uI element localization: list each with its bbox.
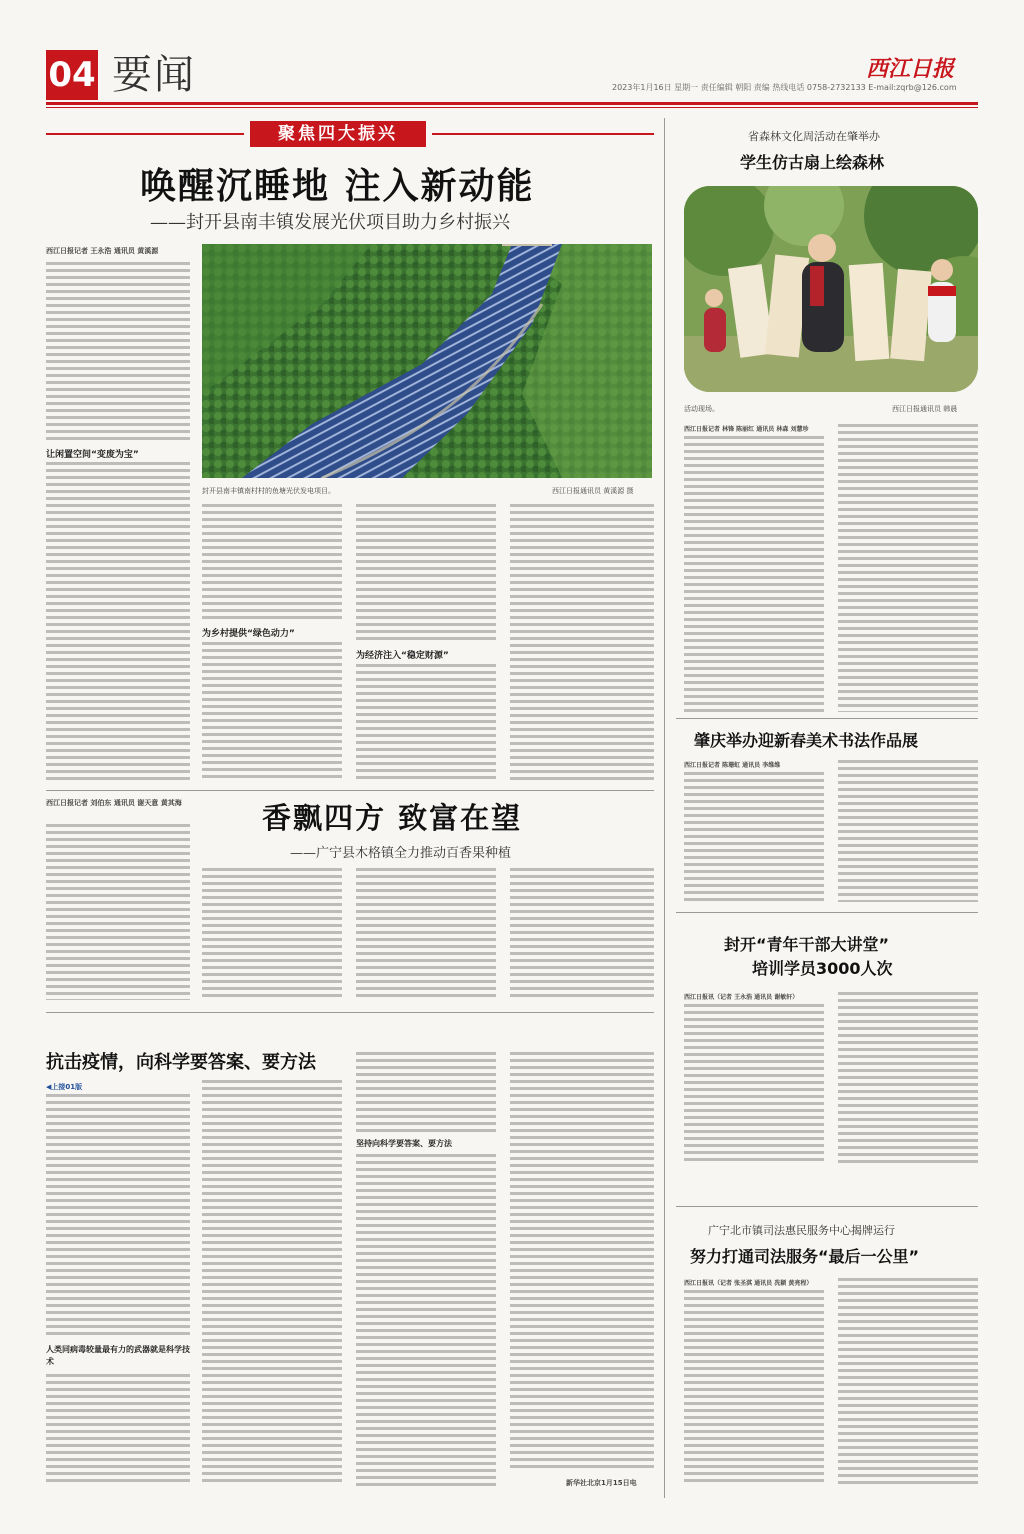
right-bottom-byline: 西江日报讯（记者 张圣淇 通讯员 冼颖 黄亮程）: [684, 1280, 813, 1287]
section-banner: 聚焦四大振兴: [250, 121, 426, 147]
banner-rule-right: [432, 133, 654, 135]
second-byline: 西江日报记者 刘伯东 通讯员 谢天意 黄其海: [46, 799, 182, 807]
right-bottom-kicker: 广宁北市镇司法惠民服务中心揭牌运行: [708, 1224, 895, 1237]
solar-farm-illustration: [202, 244, 652, 478]
column-divider: [664, 118, 665, 1498]
students-painting-illustration: [684, 186, 978, 392]
right-mid-body-col2: [838, 760, 978, 902]
bottom-dateline: ◀上接01版: [46, 1083, 83, 1091]
lead-photo-credit: 西江日报通讯员 黄溪源 摄: [552, 487, 634, 495]
lead-body-col2b: [202, 642, 342, 782]
lead-body-col1a: [46, 262, 190, 442]
right-lower-headline-2: 培训学员3000人次: [752, 959, 893, 978]
lead-subhead-2: 为乡村提供“绿色动力”: [202, 629, 295, 639]
bottom-body-col1a: [46, 1094, 190, 1338]
lead-byline: 西江日报记者 王永浩 通讯员 黄溪源: [46, 247, 159, 255]
story-divider-1: [46, 790, 654, 791]
story-divider-2: [46, 1012, 654, 1013]
lead-body-col2a: [202, 504, 342, 622]
right-mid-body-col1: [684, 772, 824, 902]
bottom-headline: 抗击疫情，向科学要答案、要方法: [46, 1052, 316, 1073]
lead-body-col3a: [356, 504, 496, 644]
bottom-subhead-1: 人类同病毒较量最有力的武器就是科学技术: [46, 1345, 190, 1366]
right-top-credit: 西江日报通讯员 韩晨: [892, 405, 958, 413]
right-lower-body-col2: [838, 992, 978, 1164]
right-top-body-col1: [684, 436, 824, 712]
right-mid-byline: 西江日报记者 陈珊虹 通讯员 李维维: [684, 762, 781, 769]
section-title: 要闻: [112, 52, 196, 98]
second-body-col4: [510, 868, 654, 1000]
right-lower-body-col1: [684, 1004, 824, 1164]
second-headline: 香飘四方 致富在望: [262, 801, 523, 835]
lead-photo-caption: 封开县南丰镇南村村的鱼塘光伏发电项目。: [202, 487, 335, 495]
right-bottom-headline: 努力打通司法服务“最后一公里”: [690, 1247, 920, 1266]
page-number: 04: [46, 50, 98, 100]
masthead-rule-thin: [46, 107, 978, 108]
bottom-footer: 新华社北京1月15日电: [566, 1479, 637, 1487]
right-divider-1: [676, 718, 978, 719]
masthead-rule: [46, 102, 978, 105]
bottom-body-col3b: [356, 1154, 496, 1486]
right-divider-2: [676, 912, 978, 913]
right-bottom-body-col1: [684, 1290, 824, 1486]
lead-body-col4: [510, 504, 654, 782]
bottom-body-col2: [202, 1080, 342, 1486]
students-painting-photo: [684, 186, 978, 392]
second-body-col2: [202, 868, 342, 1000]
right-top-body-col2: [838, 424, 978, 712]
bottom-body-col4: [510, 1052, 654, 1472]
banner-rule-left: [46, 133, 244, 135]
right-top-byline: 西江日报记者 林锋 陈丽红 通讯员 林森 刘慧珍: [684, 426, 809, 433]
right-divider-3: [676, 1206, 978, 1207]
right-bottom-body-col2: [838, 1278, 978, 1486]
bottom-body-col3a: [356, 1052, 496, 1134]
right-mid-headline: 肇庆举办迎新春美术书法作品展: [694, 731, 919, 750]
lead-body-col3b: [356, 664, 496, 782]
bottom-body-col1b: [46, 1374, 190, 1486]
solar-farm-photo: [202, 244, 652, 478]
bottom-subhead-2: 坚持向科学要答案、要方法: [356, 1139, 452, 1148]
right-top-kicker: 省森林文化周活动在肇举办: [748, 130, 880, 143]
masthead-info-line: 2023年1月16日 星期一 责任编辑 朝阳 责编 热线电话 0758-2732133 E-mail:zqrb@126.com: [612, 83, 957, 92]
right-top-headline: 学生仿古扇上绘森林: [740, 153, 885, 172]
second-subhead: ——广宁县木格镇全力推动百香果种植: [290, 846, 512, 861]
lead-subhead-1: 让闲置空间“变废为宝”: [46, 450, 139, 460]
lead-subhead-3: 为经济注入“稳定财源”: [356, 651, 449, 661]
lead-headline: 唤醒沉睡地 注入新动能: [140, 166, 535, 207]
lead-body-col1b: [46, 462, 190, 782]
right-top-caption: 活动现场。: [684, 405, 719, 413]
right-lower-byline: 西江日报讯（记者 王永浩 通讯员 谢敏轩）: [684, 994, 799, 1001]
second-body-col3: [356, 868, 496, 1000]
newspaper-logo: 西江日报: [866, 56, 955, 82]
right-lower-headline-1: 封开“青年干部大讲堂”: [724, 935, 890, 954]
lead-subhead: ——封开县南丰镇发展光伏项目助力乡村振兴: [150, 212, 510, 233]
second-body-col1: [46, 824, 190, 1000]
